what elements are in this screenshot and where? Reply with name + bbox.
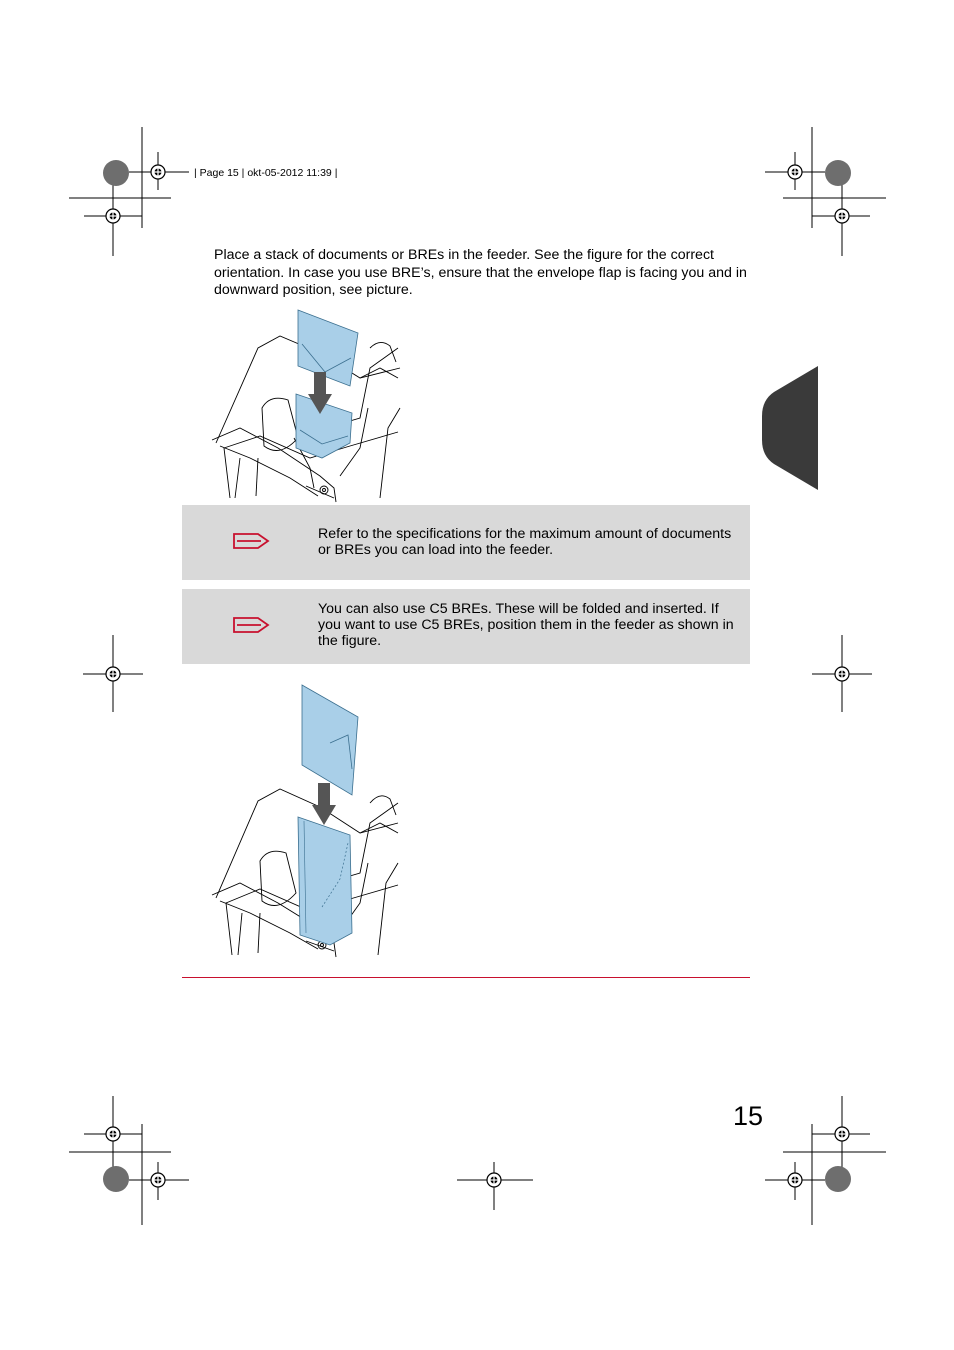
note-text: You can also use C5 BREs. These will be folded and inserted. If you want to use C5 BREs, position them in the feeder as shown in the figure. — [318, 601, 734, 649]
note-pointer-icon — [232, 616, 270, 634]
note-box-1 — [182, 505, 750, 580]
note-box-2 — [182, 589, 750, 664]
intro-paragraph: Place a stack of documents or BREs in the feeder. See the figure for the correct orientation. In case you use BRE’s, ensure that the envelope flap is facing you and in downward position, see picture. — [214, 247, 747, 298]
page-number: 15 — [733, 1101, 764, 1131]
print-header: | Page 15 | okt-05-2012 11:39 | — [194, 167, 338, 179]
note-text: Refer to the specifications for the maximum amount of documents or BREs you can load into the feeder. — [318, 526, 732, 558]
feeder-figure-c5 — [210, 683, 400, 959]
section-rule — [182, 977, 750, 978]
chapter-tab — [760, 364, 820, 492]
note-pointer-icon — [232, 532, 270, 550]
feeder-figure-bre — [210, 308, 402, 504]
